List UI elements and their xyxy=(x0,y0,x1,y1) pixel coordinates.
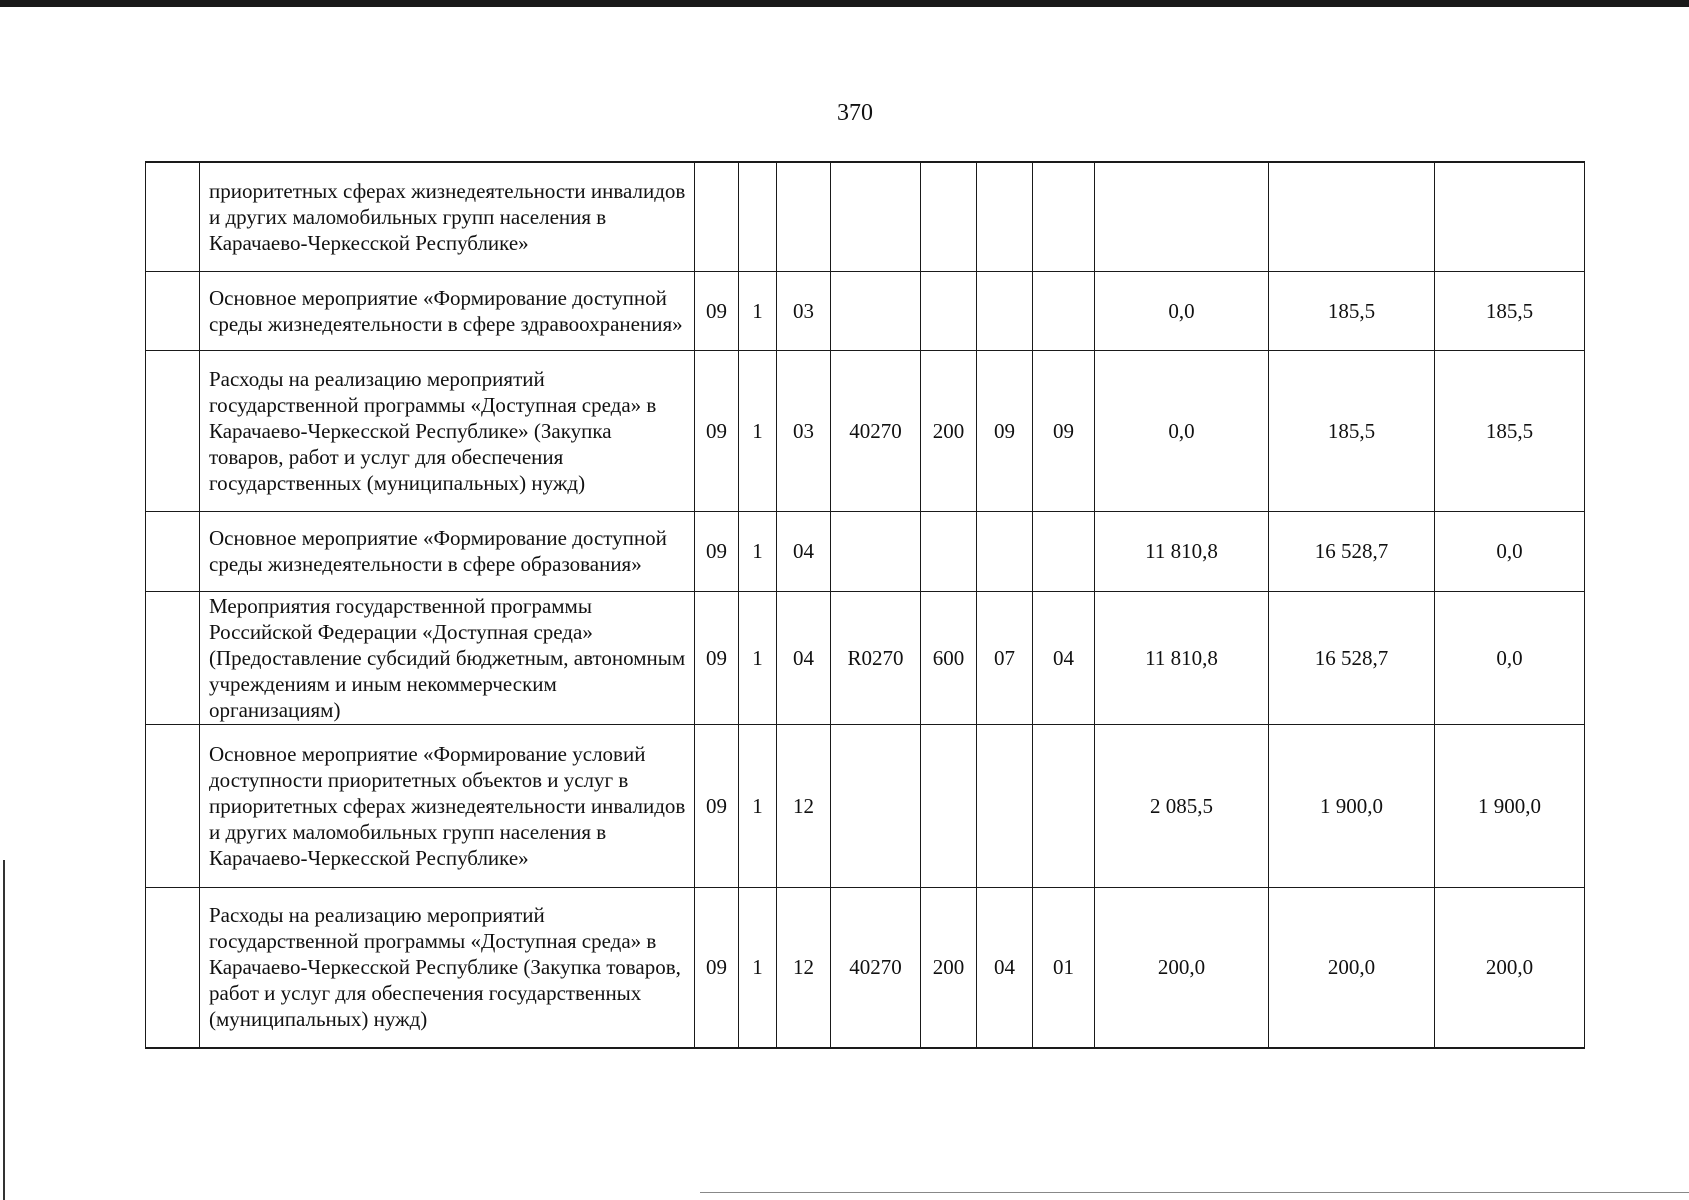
item-name: Расходы на реализацию мероприятий государственной программы «Доступная среда» в Карачаево-Черкесской Республике (Закупка товаров, работ и услуг для обеспечения государственных (муниципальных) нужд) xyxy=(209,903,681,1032)
code-direction-cell: 40270 xyxy=(831,350,921,511)
amount-1-cell: 0,0 xyxy=(1095,350,1269,511)
code-direction-cell xyxy=(831,511,921,591)
amount-3-cell: 1 900,0 xyxy=(1435,724,1585,887)
subsection-cell: 09 xyxy=(1033,350,1095,511)
amount-1-cell xyxy=(1095,162,1269,271)
code-om-cell: 04 xyxy=(777,511,831,591)
amount-3-cell: 200,0 xyxy=(1435,887,1585,1048)
table-row xyxy=(146,591,1585,724)
table-row xyxy=(146,724,1585,887)
amount-3-cell: 0,0 xyxy=(1435,591,1585,724)
code-gp-cell: 09 xyxy=(695,350,739,511)
section-cell: 09 xyxy=(977,350,1033,511)
amount-2-cell: 185,5 xyxy=(1269,350,1435,511)
item-name: Основное мероприятие «Формирование условий доступности приоритетных объектов и услуг в приоритетных сферах жизнедеятельности инвалидов и других маломобильных групп населения в Карачаево-Черкесской Республике» xyxy=(209,741,686,870)
expense-type-cell: 200 xyxy=(921,350,977,511)
code-pp-cell: 1 xyxy=(739,591,777,724)
code-pp-cell: 1 xyxy=(739,271,777,350)
amount-2-cell xyxy=(1269,162,1435,271)
item-name: Основное мероприятие «Формирование доступной среды жизнедеятельности в сфере образования» xyxy=(209,526,667,576)
amount-1-cell: 2 085,5 xyxy=(1095,724,1269,887)
amount-2-cell: 185,5 xyxy=(1269,271,1435,350)
code-direction-cell: 40270 xyxy=(831,887,921,1048)
row-number-cell xyxy=(146,724,200,887)
table-row xyxy=(146,350,1585,511)
item-name-cell xyxy=(200,511,695,591)
subsection-cell: 04 xyxy=(1033,591,1095,724)
section-cell xyxy=(977,162,1033,271)
code-pp-cell xyxy=(739,162,777,271)
code-om-cell xyxy=(777,162,831,271)
bottom-rule xyxy=(700,1192,1689,1193)
amount-1-cell: 11 810,8 xyxy=(1095,511,1269,591)
code-om-cell: 12 xyxy=(777,887,831,1048)
item-name-cell xyxy=(200,724,695,887)
table-row xyxy=(146,162,1585,271)
amount-2-cell: 200,0 xyxy=(1269,887,1435,1048)
amount-3-cell: 185,5 xyxy=(1435,350,1585,511)
section-cell xyxy=(977,511,1033,591)
amount-2-cell: 16 528,7 xyxy=(1269,591,1435,724)
subsection-cell xyxy=(1033,724,1095,887)
section-cell xyxy=(977,271,1033,350)
code-om-cell: 03 xyxy=(777,271,831,350)
amount-2-cell: 16 528,7 xyxy=(1269,511,1435,591)
code-direction-cell xyxy=(831,271,921,350)
row-number-cell xyxy=(146,350,200,511)
subsection-cell xyxy=(1033,511,1095,591)
code-om-cell: 12 xyxy=(777,724,831,887)
table-row xyxy=(146,887,1585,1048)
code-pp-cell: 1 xyxy=(739,511,777,591)
code-om-cell: 04 xyxy=(777,591,831,724)
row-number-cell xyxy=(146,511,200,591)
expense-type-cell xyxy=(921,724,977,887)
code-gp-cell: 09 xyxy=(695,591,739,724)
table-row xyxy=(146,271,1585,350)
expense-type-cell xyxy=(921,162,977,271)
code-gp-cell: 09 xyxy=(695,887,739,1048)
subsection-cell: 01 xyxy=(1033,887,1095,1048)
amount-1-cell: 0,0 xyxy=(1095,271,1269,350)
item-name-cell xyxy=(200,591,695,724)
expense-type-cell xyxy=(921,271,977,350)
code-pp-cell: 1 xyxy=(739,724,777,887)
amount-2-cell: 1 900,0 xyxy=(1269,724,1435,887)
item-name-cell xyxy=(200,350,695,511)
code-gp-cell: 09 xyxy=(695,511,739,591)
margin-line xyxy=(3,860,5,1200)
item-name-cell xyxy=(200,162,695,271)
item-name: Основное мероприятие «Формирование доступной среды жизнедеятельности в сфере здравоохранения» xyxy=(209,285,683,336)
top-border xyxy=(0,0,1689,7)
code-gp-cell xyxy=(695,162,739,271)
item-name-cell xyxy=(200,887,695,1048)
code-direction-cell xyxy=(831,724,921,887)
subsection-cell xyxy=(1033,162,1095,271)
amount-3-cell: 185,5 xyxy=(1435,271,1585,350)
table-row xyxy=(146,511,1585,591)
section-cell: 07 xyxy=(977,591,1033,724)
section-cell: 04 xyxy=(977,887,1033,1048)
code-om-cell: 03 xyxy=(777,350,831,511)
row-number-cell xyxy=(146,591,200,724)
code-gp-cell: 09 xyxy=(695,724,739,887)
item-name-cell xyxy=(200,271,695,350)
section-cell xyxy=(977,724,1033,887)
page-number: 370 xyxy=(837,100,873,126)
budget-table xyxy=(145,161,1585,1049)
code-pp-cell: 1 xyxy=(739,350,777,511)
row-number-cell xyxy=(146,162,200,271)
row-number-cell xyxy=(146,271,200,350)
amount-3-cell xyxy=(1435,162,1585,271)
code-gp-cell: 09 xyxy=(695,271,739,350)
code-pp-cell: 1 xyxy=(739,887,777,1048)
code-direction-cell xyxy=(831,162,921,271)
amount-1-cell: 200,0 xyxy=(1095,887,1269,1048)
expense-type-cell: 600 xyxy=(921,591,977,724)
amount-1-cell: 11 810,8 xyxy=(1095,591,1269,724)
amount-3-cell: 0,0 xyxy=(1435,511,1585,591)
expense-type-cell: 200 xyxy=(921,887,977,1048)
expense-type-cell xyxy=(921,511,977,591)
item-name: Расходы на реализацию мероприятий государственной программы «Доступная среда» в Карачаево-Черкесской Республике» (Закупка товаров, работ и услуг для обеспечения государственных (муниципальных) нужд) xyxy=(209,366,657,495)
item-name: приоритетных сферах жизнедеятельности инвалидов и других маломобильных групп населения в Карачаево-Черкесской Республике» xyxy=(209,178,686,255)
code-direction-cell: R0270 xyxy=(831,591,921,724)
subsection-cell xyxy=(1033,271,1095,350)
row-number-cell xyxy=(146,887,200,1048)
item-name: Мероприятия государственной программы Российской Федерации «Доступная среда» (Предоставление субсидий бюджетным, автономным учреждениям и иным некоммерческим организациям) xyxy=(209,593,686,722)
